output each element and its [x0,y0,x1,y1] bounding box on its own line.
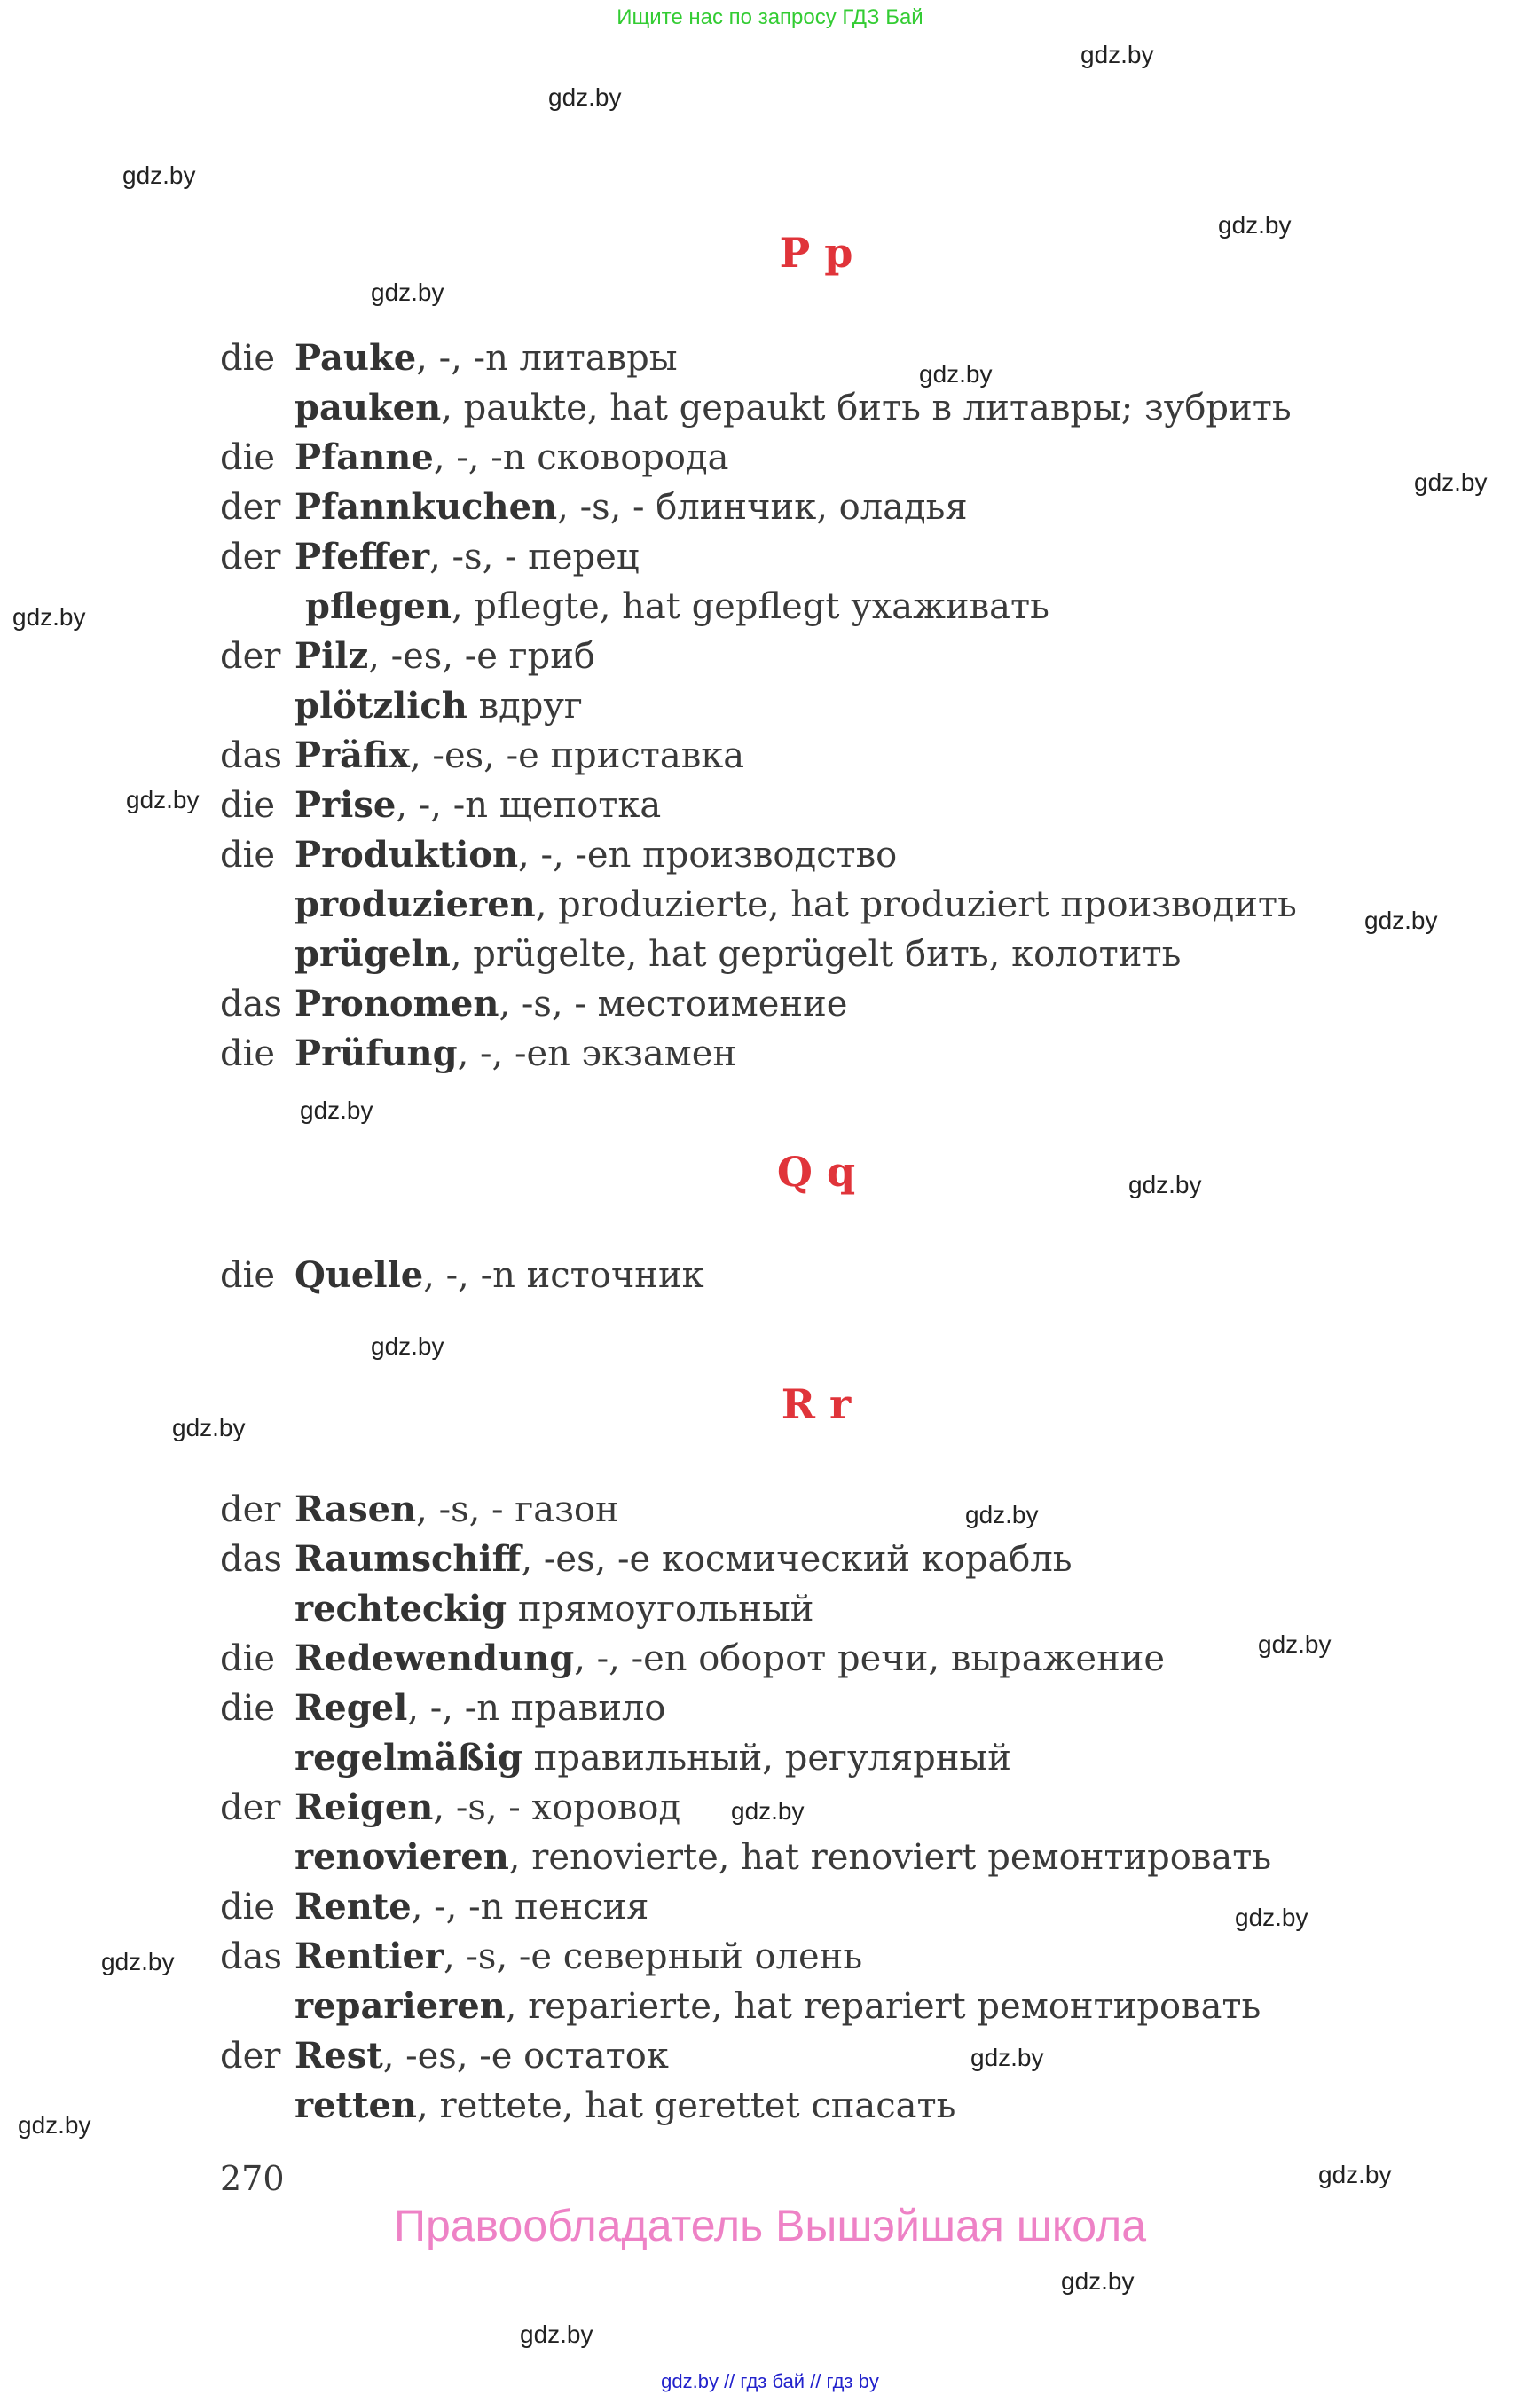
article: die [220,1688,276,1729]
article: die [220,1638,276,1679]
dict-entry [220,582,1297,632]
article: der [220,487,281,528]
headword: Pilz [295,635,369,677]
definition: , -, -n сковорода [433,437,729,478]
definition: , reparierte, hat repariert ремонтировать [505,1986,1261,2027]
definition: , prügelte, hat geprügelt бить, колотить [450,934,1182,975]
section-letter-q: Q q [776,1148,856,1196]
definition: , -, -en оборот речи, выражение [574,1638,1166,1679]
definition: , -es, -e гриб [368,636,595,677]
watermark: gdz.by [1364,907,1438,934]
watermark: gdz.by [126,786,200,813]
dict-entry [220,1634,1271,1684]
definition: , -, -n пенсия [411,1887,649,1928]
article: die [220,437,276,478]
watermark: gdz.by [548,83,622,111]
headword: Pfannkuchen [295,486,558,528]
article: der [220,1489,281,1530]
headword: reparieren [295,1985,506,2027]
headword: Reigen [295,1787,434,1828]
definition: , -, -en экзамен [457,1033,737,1074]
watermark: gdz.by [1218,211,1292,239]
article: die [220,1255,276,1296]
article: der [220,636,281,677]
entries-r [220,1485,1271,2131]
dict-entry [220,731,1297,781]
dict-entry [220,632,1297,681]
article: die [220,785,276,826]
headword: retten [295,2085,418,2126]
headword: Prise [295,784,397,826]
definition: , -es, -e космический корабль [521,1539,1072,1580]
headword: Pauke [295,337,417,379]
headword: Rentier [295,1936,444,1977]
watermark: gdz.by [371,279,444,306]
watermark: gdz.by [1318,2161,1392,2188]
watermark: gdz.by [965,1501,1039,1528]
watermark: gdz.by [371,1332,444,1360]
watermark: gdz.by [1235,1904,1308,1931]
dict-entry [220,334,1297,383]
definition: прямоугольный [507,1589,814,1629]
dict-entry [220,1932,1271,1982]
headword: pauken [295,387,442,428]
dict-entry [220,1584,1271,1634]
dict-entry [220,830,1297,880]
rights-holder: Правообладатель Вышэйшая школа [394,2201,1146,2250]
headword: Prüfung [295,1033,458,1074]
watermark: gdz.by [1061,2267,1135,2295]
section-letter-p: P p [779,229,853,277]
headword: Präfix [295,734,410,776]
definition: , -s, - газон [416,1489,619,1530]
watermark: gdz.by [1080,41,1154,68]
article: das [220,984,282,1025]
dict-entry [220,2081,1271,2131]
article: die [220,1887,276,1928]
headword: Rente [295,1886,412,1928]
definition: , -, -n щепотка [396,785,662,826]
dict-entry [220,1485,1271,1535]
headword: Rest [295,2035,383,2077]
definition: , renovierte, hat renoviert ремонтировать [508,1837,1272,1878]
dict-entry [220,781,1297,830]
watermark: gdz.by [1258,1630,1332,1658]
headword: rechteckig [295,1588,507,1629]
watermark: gdz.by [970,2044,1044,2071]
definition: вдруг [467,686,583,726]
definition: , -s, -e северный олень [443,1936,863,1977]
article: das [220,1539,282,1580]
headword: Pronomen [295,983,499,1025]
footer-links[interactable]: gdz.by // гдз бай // гдз by [661,2370,879,2392]
watermark: gdz.by [12,603,86,631]
dict-entry [220,483,1297,532]
headword: Quelle [295,1254,424,1296]
article: die [220,338,276,379]
headword: Redewendung [295,1637,575,1679]
dict-entry [220,681,1297,731]
headword: Pfeffer [295,536,430,577]
headword: Produktion [295,834,519,876]
definition: , -es, -e приставка [410,735,745,776]
definition: , -s, - хоровод [433,1787,681,1828]
headword: Pfanne [295,436,434,478]
dict-entry [220,1733,1271,1783]
headword: regelmäßig [295,1737,522,1779]
headword: Rasen [295,1488,417,1530]
top-banner: Ищите нас по запросу ГДЗ Бай [617,5,923,29]
headword: pflegen [305,585,452,627]
dict-entry [220,2031,1271,2081]
headword: produzieren [295,883,536,925]
definition: , -, -n литавры [416,338,678,379]
definition: , -, -n источник [423,1255,704,1296]
entries-q [220,1251,704,1300]
definition: , -es, -e остаток [382,2036,669,2077]
headword: Raumschiff [295,1538,522,1580]
dict-entry [220,1882,1271,1932]
headword: prügeln [295,933,451,975]
definition: , pflegte, hat gepflegt ухаживать [452,586,1049,627]
watermark: gdz.by [1414,468,1488,496]
dict-entry [220,930,1297,979]
watermark: gdz.by [122,161,196,189]
dict-entry [220,1833,1271,1882]
dict-entry [220,979,1297,1029]
definition: , produzierte, hat produziert производить [535,884,1297,925]
watermark: gdz.by [101,1948,175,1975]
dict-entry [220,1251,704,1300]
dict-entry [220,1982,1271,2031]
definition: , -, -en производство [518,835,898,876]
dict-entry [220,1535,1271,1584]
definition: , -s, - местоимение [499,984,848,1025]
headword: renovieren [295,1836,509,1878]
article: der [220,2036,281,2077]
headword: Regel [295,1687,408,1729]
article: das [220,735,282,776]
definition: , rettete, hat gerettet спасать [417,2085,956,2126]
definition: , -, -n правило [407,1688,666,1729]
watermark: gdz.by [300,1096,373,1124]
article: der [220,1787,281,1828]
entries-p [220,334,1297,1079]
article: die [220,835,276,876]
dict-entry [220,383,1297,433]
definition: , -s, - блинчик, оладья [557,487,968,528]
definition: правильный, регулярный [522,1738,1011,1779]
dict-entry [220,433,1297,483]
article: das [220,1936,282,1977]
section-letter-r: R r [781,1380,852,1428]
watermark: gdz.by [1128,1171,1202,1198]
dict-entry [220,1783,1271,1833]
article: die [220,1033,276,1074]
dict-entry [220,532,1297,582]
watermark: gdz.by [18,2111,91,2139]
definition: , -s, - перец [429,537,640,577]
watermark: gdz.by [919,360,993,388]
article: der [220,537,281,577]
watermark: gdz.by [520,2321,593,2348]
dict-entry [220,1684,1271,1733]
watermark: gdz.by [172,1414,246,1441]
headword: plötzlich [295,685,468,726]
watermark: gdz.by [731,1797,805,1825]
dict-entry [220,1029,1297,1079]
page-number: 270 [220,2159,285,2198]
definition: , paukte, hat gepaukt бить в литавры; зубрить [441,388,1292,428]
dict-entry [220,880,1297,930]
